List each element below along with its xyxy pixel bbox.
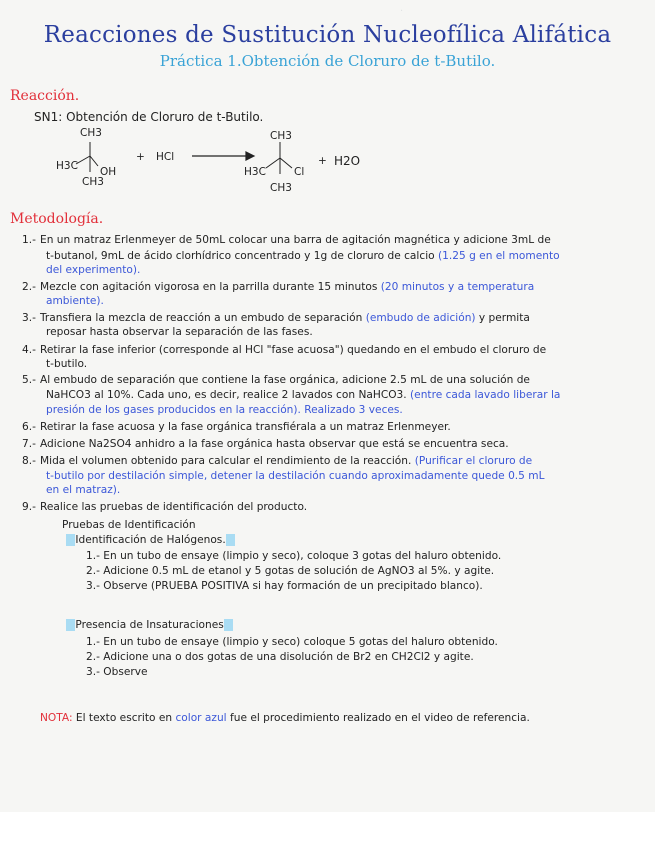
methodology-heading: Metodología. bbox=[10, 211, 104, 227]
reaction-arrow bbox=[192, 152, 254, 160]
step-1-line-1: En un matraz Erlenmeyer de 50mL colocar una barra de agitación magnética y adicione 3mL de bbox=[40, 234, 551, 246]
step-3-line-1: Transfiera la mezcla de reacción a un embudo de separación (embudo de adición) y permita bbox=[40, 312, 530, 324]
unsaturation-title: Presencia de Insaturaciones bbox=[66, 618, 233, 632]
step-8-line-1: Mida el volumen obtenido para calcular el rendimiento de la reacción. (Purificar el cloruro de bbox=[40, 455, 533, 467]
tests-heading: Pruebas de Identificación bbox=[62, 519, 196, 531]
step-4-line-1: Retirar la fase inferior (corresponde al HCl "fase acuosa") quedando en el embudo el cloruro de bbox=[40, 344, 547, 356]
reactant-ch3-top: CH3 bbox=[80, 127, 102, 139]
halogen-step-2: 2.- Adicione 0.5 mL de etanol y 5 gotas de solución de AgNO3 al 5%. y agite. bbox=[86, 565, 495, 577]
hcl-reagent: HCl bbox=[156, 151, 175, 163]
step-3-line-2: reposar hasta observar la separación de las fases. bbox=[46, 326, 313, 338]
step-number: 4.- bbox=[22, 344, 36, 356]
step-1-note: del experimento). bbox=[46, 264, 141, 276]
halogen-step-1: 1.- En un tubo de ensaye (limpio y seco), coloque 3 gotas del haluro obtenido. bbox=[86, 550, 502, 562]
product-ch3-bottom: CH3 bbox=[270, 182, 292, 194]
step-number: 1.- bbox=[22, 234, 36, 246]
step-4-line-2: t-butilo. bbox=[46, 358, 88, 370]
water-byproduct: H2O bbox=[334, 154, 361, 168]
step-5-note: presión de los gases producidos en la reacción). Realizado 3 veces. bbox=[46, 404, 403, 416]
step-8-note-2: en el matraz). bbox=[46, 484, 121, 496]
step-1-line-2: t-butanol, 9mL de ácido clorhídrico concentrado y 1g de cloruro de calcio (1.25 g en el momento bbox=[46, 250, 560, 262]
step-number: 8.- bbox=[22, 455, 36, 467]
step-number: 5.- bbox=[22, 374, 36, 386]
product-ch3-top: CH3 bbox=[270, 130, 292, 142]
step-9-line-1: Realice las pruebas de identificación del producto. bbox=[40, 501, 308, 513]
step-8-note-1: t-butilo por destilación simple, detener la destilación cuando aproximadamente quede 0.5 mL bbox=[46, 470, 545, 482]
highlight-mark bbox=[226, 534, 235, 546]
reference-note: NOTA: El texto escrito en color azul fue el procedimiento realizado en el video de referencia. bbox=[40, 712, 530, 724]
step-5-line-1: Al embudo de separación que contiene la fase orgánica, adicione 2.5 mL de una solución de bbox=[40, 374, 530, 386]
reaction-heading: Reacción. bbox=[10, 88, 80, 104]
product-h3c: H3C bbox=[244, 166, 266, 178]
reactant-oh: OH bbox=[100, 166, 117, 178]
reactant-ch3-bottom: CH3 bbox=[82, 176, 104, 188]
unsaturation-step-3: 3.- Observe bbox=[86, 666, 148, 678]
step-7-line-1: Adicione Na2SO4 anhidro a la fase orgánica hasta observar que está se encuentra seca. bbox=[40, 438, 509, 450]
page-subtitle: Práctica 1.Obtención de Cloruro de t-Butilo. bbox=[159, 52, 496, 70]
step-number: 7.- bbox=[22, 438, 36, 450]
highlight-mark bbox=[66, 534, 75, 546]
step-number: 6.- bbox=[22, 421, 36, 433]
bleed-through-text: · bbox=[400, 6, 404, 17]
highlight-mark bbox=[224, 619, 233, 631]
step-6-line-1: Retirar la fase acuosa y la fase orgánica transfiérala a un matraz Erlenmeyer. bbox=[40, 421, 451, 433]
step-number: 3.- bbox=[22, 312, 36, 324]
reaction-label: SN1: Obtención de Cloruro de t-Butilo. bbox=[34, 110, 264, 124]
highlight-mark bbox=[66, 619, 75, 631]
step-5-line-2: NaHCO3 al 10%. Cada uno, es decir, realice 2 lavados con NaHCO3. (entre cada lavado liberar la bbox=[46, 389, 561, 401]
plus-sign-2: + bbox=[318, 155, 327, 167]
plus-sign: + bbox=[136, 151, 145, 163]
halogens-title: Identificación de Halógenos. bbox=[66, 533, 235, 547]
product-cl: Cl bbox=[294, 166, 305, 178]
reactant-h3c: H3C bbox=[56, 160, 78, 172]
halogen-step-3: 3.- Observe (PRUEBA POSITIVA si hay formación de un precipitado blanco). bbox=[86, 580, 483, 592]
step-2-line-1: Mezcle con agitación vigorosa en la parrilla durante 15 minutos (20 minutos y a temperatura bbox=[40, 281, 535, 293]
unsaturation-step-2: 2.- Adicione una o dos gotas de una disolución de Br2 en CH2Cl2 y agite. bbox=[86, 651, 474, 663]
step-number: 2.- bbox=[22, 281, 36, 293]
unsaturation-step-1: 1.- En un tubo de ensaye (limpio y seco) coloque 5 gotas del haluro obtenido. bbox=[86, 636, 498, 648]
step-2-note: ambiente). bbox=[46, 295, 104, 307]
t-butyl-chloride-structure bbox=[266, 142, 292, 174]
t-butanol-structure bbox=[76, 142, 98, 172]
page-title: Reacciones de Sustitución Nucleofílica Alifática bbox=[43, 22, 612, 48]
step-number: 9.- bbox=[22, 501, 36, 513]
